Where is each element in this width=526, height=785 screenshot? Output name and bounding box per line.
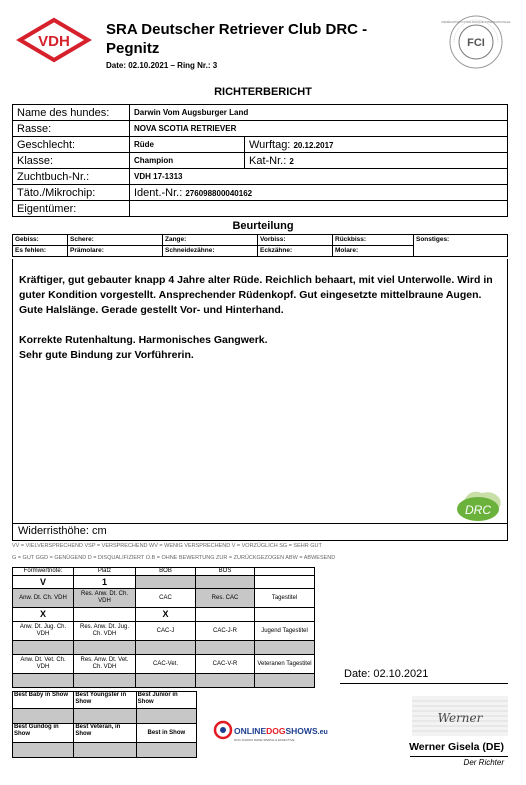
blank-cell [255,576,315,589]
vdh-logo [18,18,90,62]
best-in-show-table [12,691,197,758]
vet-mark-1 [13,674,74,688]
veteranen-tagestitel: Veteranen Tagestitel [255,655,315,674]
svg-text:DOG SHOWS MADE SIMPLE & EFFECT: DOG SHOWS MADE SIMPLE & EFFECTIVE [234,738,295,742]
onlinedogshows-logo [214,719,328,745]
res-cac: Res. CAC [196,589,255,608]
svg-text:VDH: VDH [38,33,70,50]
teeth-vorbiss: Vorbiss: [258,235,333,246]
owner-label: Eigentümer: [13,201,130,217]
tattoo-label: Täto./Mikrochip: [13,185,130,201]
bob-header: BOB [136,568,196,576]
place-header: Platz [74,568,136,576]
bos-value [196,576,255,589]
res-anw-dt-ch-vdh: Res. Anw. Dt. Ch. VDH [74,589,136,608]
class-label: Klasse: [13,153,130,169]
vet-mark-3 [136,674,196,688]
best-junior-mark [136,709,196,724]
owner-value [130,201,508,217]
jug-mark-2 [74,641,136,655]
breed-value: NOVA SCOTIA RETRIEVER [130,121,508,137]
club-title-line2: Pegnitz [106,40,160,57]
place-value: 1 [74,576,136,589]
breed-label: Rasse: [13,121,130,137]
header-blank [255,568,315,576]
bos-header: BOS [196,568,255,576]
best-youngster-mark [74,709,136,724]
club-title-line1: SRA Deutscher Retriever Club DRC - [106,21,368,38]
anw-dt-jug-ch-vdh: Anw. Dt. Jug. Ch. VDH [13,622,74,641]
dog-info-table [12,104,508,217]
best-in-show-mark [136,743,196,758]
teeth-schere: Schere: [68,235,163,246]
sex-value: Rüde [130,137,245,153]
cac-mark: X [136,608,196,622]
teeth-eckzaehne: Eckzähne: [258,246,333,257]
ident-cell [130,185,508,201]
teeth-sonstiges: Sonstiges: [414,235,508,257]
sex-label: Geschlecht: [13,137,130,153]
jug-mark-3 [136,641,196,655]
cat-label: Kat-Nr.: [249,154,287,167]
jugend-tagestitel: Jugend Tagestitel [255,622,315,641]
best-veteran-in-show: Best Veteran, in Show [74,724,136,743]
critique-paragraph-1: Kräftiger, gut gebauter knapp 4 Jahre alter Rüde. Reichlich behaart, mit viel Unterwolle. Wird in guter Kondition vorgestellt. Ansprechender Rüdenkopf. Gut eingesetzte mittelbraune Augen. Gute Halslänge. Gerade gestellt Vor- und Hinterhand. [19,274,493,316]
studbook-label: Zuchtbuch-Nr.: [13,169,130,185]
jug-mark-1 [13,641,74,655]
critique-paragraph-2-line2: Sehr gute Bindung zur Vorführerin. [19,349,194,361]
class-value: Champion [130,153,245,169]
svg-text:ONLINEDOGSHOWS.eu: ONLINEDOGSHOWS.eu [234,726,328,736]
cat-cell [245,153,508,169]
cac-v-r: CAC-V-R [196,655,255,674]
signature-date: Date: 02.10.2021 [344,668,429,680]
grade-header: Formwertnote: [13,568,74,576]
ident-value: 276098800040162 [185,188,253,198]
judge-name-line [410,756,508,757]
awards-table [12,567,315,688]
height-label: Widerristhöhe: cm [18,525,107,537]
name-value: Darwin Vom Augsburger Land [130,105,508,121]
grade-value: V [13,576,74,589]
litter-value: 20.12.2017 [293,140,334,150]
jug-mark-5 [255,641,315,655]
teeth-zange: Zange: [163,235,258,246]
cac-j-r: CAC-J-R [196,622,255,641]
svg-text:Werner: Werner [437,711,483,725]
teeth-es-fehlen: Es fehlen: [13,246,68,257]
teeth-gebiss: Gebiss: [13,235,68,246]
res-cac-mark [196,608,255,622]
tagestitel: Tagestitel [255,589,315,608]
show-date-ring: Date: 02.10.2021 – Ring Nr.: 3 [106,61,218,70]
signature-date-line [340,683,508,684]
critique-text [19,273,501,363]
studbook-value: VDH 17-1313 [130,169,508,185]
vet-mark-5 [255,674,315,688]
legend-line1: VV = VIELVERSPRECHEND VSP = VERSPRECHEND WV = WENIG VERSPRECHEND V = VORZÜGLICH SG = SEHR GUT [12,543,322,549]
drc-logo [452,489,504,523]
judge-name: Werner Gisela (DE) [409,741,504,753]
anw-dt-ch-vdh: Anw. Dt. Ch. VDH [13,589,74,608]
assessment-title: Beurteilung [232,220,294,232]
fci-logo [441,14,511,70]
best-baby-in-show: Best Baby in Show [13,692,74,709]
teeth-schneidezaehne: Schneidezähne: [163,246,258,257]
anw-dt-vet-ch-vdh: Anw. Dt. Vet. Ch. VDH [13,655,74,674]
best-youngster-in-show: Best Youngster in Show [74,692,136,709]
best-gundog-mark [13,743,74,758]
teeth-praemolare: Prämolare: [68,246,163,257]
res-anw-dt-jug-ch-vdh: Res. Anw. Dt. Jug. Ch. VDH [74,622,136,641]
vet-mark-2 [74,674,136,688]
best-junior-in-show: Best Junior in Show [136,692,196,709]
best-veteran-mark [74,743,136,758]
vet-mark-4 [196,674,255,688]
judge-role: Der Richter [463,758,504,767]
signature-stamp [412,696,508,736]
bob-value [136,576,196,589]
legend-line2: G = GUT GGD = GENÜGEND D = DISQUALIFIZIERT O.B = OHNE BEWERTUNG ZUR = ZURÜCKGEZOGEN ABW = ABWESEND [12,555,336,561]
best-baby-mark [13,709,74,724]
cac: CAC [136,589,196,608]
name-label: Name des hundes: [13,105,130,121]
res-anw-dt-vet-ch-vdh: Res. Anw. Dt. Vet. Ch. VDH [74,655,136,674]
cac-vet: CAC-Vet. [136,655,196,674]
jug-mark-4 [196,641,255,655]
teeth-molare: Molare: [333,246,414,257]
report-title: RICHTERBERICHT [214,86,312,98]
tagestitel-mark [255,608,315,622]
svg-text:DRC: DRC [465,503,491,517]
club-title [106,20,367,58]
litter-cell [245,137,508,153]
best-in-show: Best in Show [136,724,196,743]
cat-value: 2 [289,156,294,166]
svg-text:FCI: FCI [467,37,485,49]
ident-label: Ident.-Nr.: [134,186,183,199]
best-gundog-in-show: Best Gundog in Show [13,724,74,743]
critique-paragraph-2-line1: Korrekte Rutenhaltung. Harmonisches Gangwerk. [19,334,268,346]
teeth-rueckbiss: Rückbiss: [333,235,414,246]
cac-j: CAC-J [136,622,196,641]
anw-dt-ch-vdh-mark: X [13,608,74,622]
res-anw-dt-ch-vdh-mark [74,608,136,622]
litter-label: Wurftag: [249,138,291,151]
teeth-table [12,234,508,257]
svg-text:FÉDÉRATION CYNOLOGIQUE INTERNA: FÉDÉRATION CYNOLOGIQUE INTERNATIONALE [441,20,511,24]
